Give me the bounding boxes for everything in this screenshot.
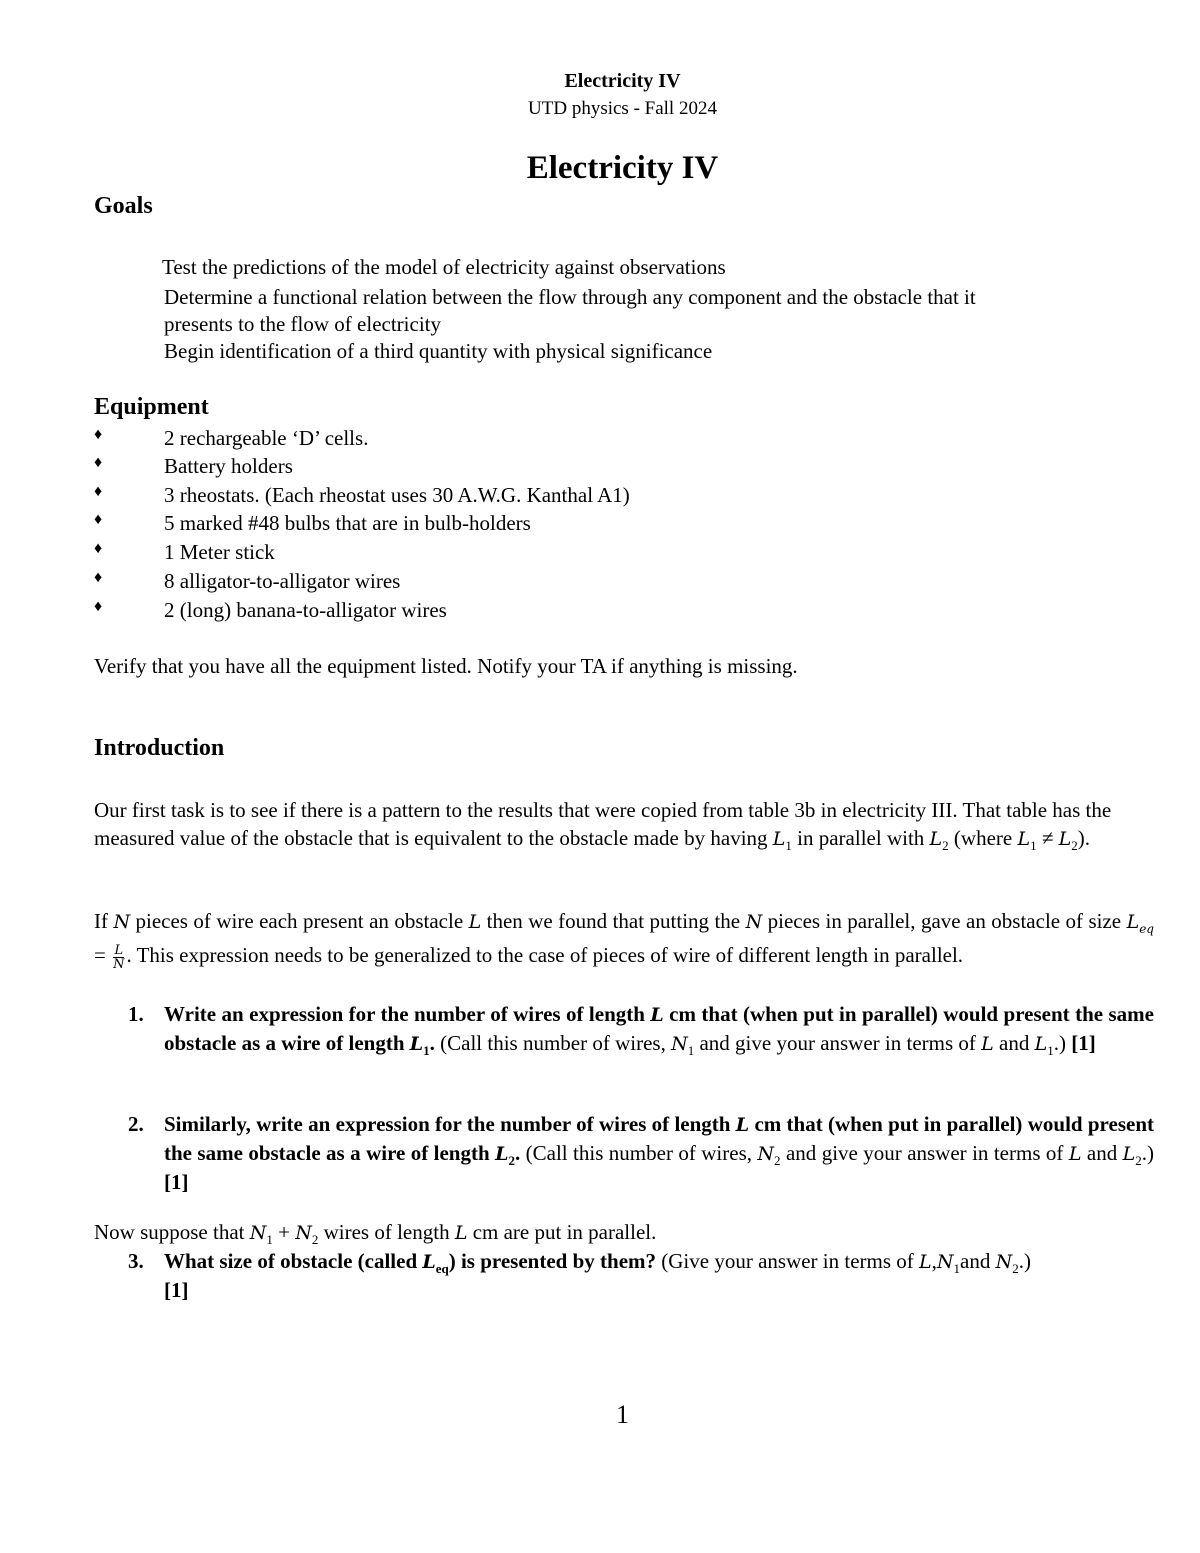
- math-subscript: 1: [1047, 1043, 1054, 1059]
- intro-text: wires of length: [318, 1220, 455, 1244]
- math-subscript: 2: [1012, 1261, 1019, 1277]
- math-var: L: [1017, 828, 1031, 850]
- equipment-item-label: 2 (long) banana-to-alligator wires: [164, 598, 447, 622]
- diamond-bullet-icon: ♦: [94, 426, 103, 443]
- math-subscript: 2: [311, 1232, 319, 1248]
- intro-text: . This expression needs to be generalized to the case of pieces of wire of different length in parallel.: [126, 943, 964, 967]
- equipment-item-label: 3 rheostats. (Each rheostat uses 30 A.W.G. Kanthal A1): [164, 483, 630, 507]
- intro-text: then we found that putting the: [481, 909, 746, 933]
- question-text: (Call this number of wires,: [434, 1031, 672, 1055]
- question-bold-text: Write an expression for the number of wires of length: [164, 1002, 651, 1026]
- equipment-heading: Equipment: [94, 394, 209, 420]
- math-var: L: [468, 911, 482, 933]
- math-var: L: [1034, 1033, 1048, 1055]
- goal-item-continuation: presents to the flow of electricity: [164, 312, 441, 336]
- intro-text: If: [94, 909, 114, 933]
- question-bold-text: Similarly, write an expression for the number of wires of length: [164, 1112, 736, 1136]
- equipment-item-label: Battery holders: [164, 454, 293, 478]
- equipment-item-label: 5 marked #48 bulbs that are in bulb-holders: [164, 511, 531, 535]
- question-text: .): [1141, 1141, 1154, 1165]
- math-subscript: 2: [1071, 838, 1078, 854]
- math-operator: ≠: [1036, 826, 1059, 850]
- intro-text: cm are put in parallel.: [467, 1220, 657, 1244]
- question-points: [1]: [1071, 1031, 1096, 1055]
- question-text: (Give your answer in terms of: [656, 1249, 920, 1273]
- intro-text: in parallel with: [791, 826, 930, 850]
- question-text: and give your answer in terms of: [780, 1141, 1069, 1165]
- diamond-bullet-icon: ♦: [94, 540, 103, 557]
- math-var: N: [995, 1251, 1013, 1273]
- math-var: L: [919, 1251, 932, 1273]
- question-2: [128, 1110, 1154, 1196]
- math-operator: .: [429, 1031, 435, 1055]
- page-number: 1: [616, 1400, 629, 1429]
- math-var: N: [757, 1143, 775, 1165]
- diamond-bullet-icon: ♦: [94, 511, 103, 528]
- question-text: and: [993, 1031, 1035, 1055]
- math-var: L: [1126, 911, 1140, 933]
- math-var: L: [735, 1114, 750, 1136]
- intro-text: Now suppose that: [94, 1220, 250, 1244]
- fraction-numerator: L: [114, 942, 124, 958]
- introduction-heading: Introduction: [94, 735, 225, 761]
- fraction-l-over-n: [113, 944, 124, 971]
- math-subscript: 1: [266, 1232, 273, 1248]
- question-3: [128, 1247, 1154, 1304]
- math-var: L: [1068, 1143, 1082, 1165]
- page-title: Electricity IV: [526, 150, 719, 186]
- equipment-item-label: 8 alligator-to-alligator wires: [164, 569, 401, 593]
- question-number: 2.: [128, 1112, 144, 1136]
- running-header-title: Electricity IV: [564, 70, 681, 92]
- verify-equipment-note: Verify that you have all the equipment listed. Notify your TA if anything is missing.: [94, 654, 798, 678]
- math-subscript: 2: [942, 838, 949, 854]
- math-subscript: 1: [785, 838, 792, 854]
- math-subscript: 2: [1135, 1153, 1142, 1169]
- math-var: L: [981, 1033, 994, 1055]
- question-bold-text: cm that (when put in parallel) would present the same obstacle as a wire of length: [164, 1002, 1154, 1055]
- intro-text: Our first task is to see if there is a pattern to the results that were copied from table 3b in electricity III. That table has the measured value of the obstacle that is equivalent to the obstacle made by having: [94, 798, 1112, 850]
- question-text: .): [1053, 1031, 1072, 1055]
- math-subscript: 1: [1030, 838, 1037, 854]
- math-var: L: [454, 1222, 468, 1244]
- math-var: N: [249, 1222, 267, 1244]
- diamond-bullet-icon: ♦: [94, 598, 103, 615]
- intro-paragraph-1: [94, 796, 1154, 853]
- question-text: .): [1018, 1249, 1031, 1273]
- question-number: 1.: [128, 1002, 144, 1026]
- running-header-course: UTD physics - Fall 2024: [528, 98, 717, 119]
- math-var: N: [671, 1033, 688, 1055]
- goal-item: Test the predictions of the model of electricity against observations: [162, 255, 726, 279]
- goal-item: Begin identification of a third quantity with physical significance: [164, 339, 713, 363]
- math-subscript: 2: [508, 1153, 515, 1169]
- intro-paragraph-2: [94, 905, 1154, 972]
- math-subscript: 1: [687, 1043, 695, 1059]
- diamond-bullet-icon: ♦: [94, 454, 103, 471]
- math-var: N: [113, 911, 131, 933]
- math-var: L: [1122, 1143, 1136, 1165]
- math-var: N: [936, 1251, 954, 1273]
- intro-text: (where: [948, 826, 1018, 850]
- intro-text: ).: [1077, 826, 1090, 850]
- question-points: [1]: [164, 1170, 189, 1194]
- intro-text: pieces in parallel, gave an obstacle of size: [762, 909, 1127, 933]
- question-points: [1]: [164, 1278, 189, 1302]
- math-subscript: eq: [1139, 922, 1154, 937]
- math-var: L: [495, 1143, 509, 1165]
- question-bold-text: ) is presented by them?: [448, 1249, 657, 1273]
- math-var: L: [409, 1033, 424, 1055]
- question-text: (Call this number of wires,: [520, 1141, 758, 1165]
- question-number: 3.: [128, 1249, 144, 1273]
- equipment-item-label: 1 Meter stick: [164, 540, 275, 564]
- math-subscript: 1: [953, 1261, 961, 1277]
- math-var: L: [650, 1004, 664, 1026]
- now-suppose-line: [94, 1218, 1154, 1247]
- diamond-bullet-icon: ♦: [94, 569, 103, 586]
- question-bold-text: What size of obstacle (called: [164, 1249, 423, 1273]
- goals-heading: Goals: [94, 193, 153, 219]
- math-operator: .: [514, 1141, 521, 1165]
- math-operator: +: [272, 1220, 296, 1244]
- math-var: N: [295, 1222, 312, 1244]
- question-1: [128, 1000, 1154, 1058]
- question-text: and: [1081, 1141, 1123, 1165]
- intro-text: pieces of wire each present an obstacle: [130, 909, 469, 933]
- math-var: N: [745, 911, 763, 933]
- question-text: and give your answer in terms of: [694, 1031, 982, 1055]
- question-text: and: [960, 1249, 996, 1273]
- diamond-bullet-icon: ♦: [94, 483, 103, 500]
- math-subscript: 1: [423, 1043, 430, 1059]
- goal-item: Determine a functional relation between the flow through any component and the obstacle that it: [164, 285, 976, 309]
- math-var: L: [772, 828, 786, 850]
- fraction-denominator: N: [113, 956, 125, 972]
- math-var: L: [929, 828, 943, 850]
- math-subscript: 2: [774, 1153, 781, 1169]
- equipment-item-label: 2 rechargeable ‘D’ cells.: [164, 426, 369, 450]
- math-var: L: [422, 1251, 436, 1273]
- math-operator: ,: [931, 1249, 937, 1273]
- math-operator: =: [94, 943, 112, 967]
- question-bold-text: cm that (when put in parallel) would present the same obstacle as a wire of length: [164, 1112, 1154, 1165]
- math-var: L: [1058, 828, 1072, 850]
- math-subscript: eq: [435, 1261, 449, 1277]
